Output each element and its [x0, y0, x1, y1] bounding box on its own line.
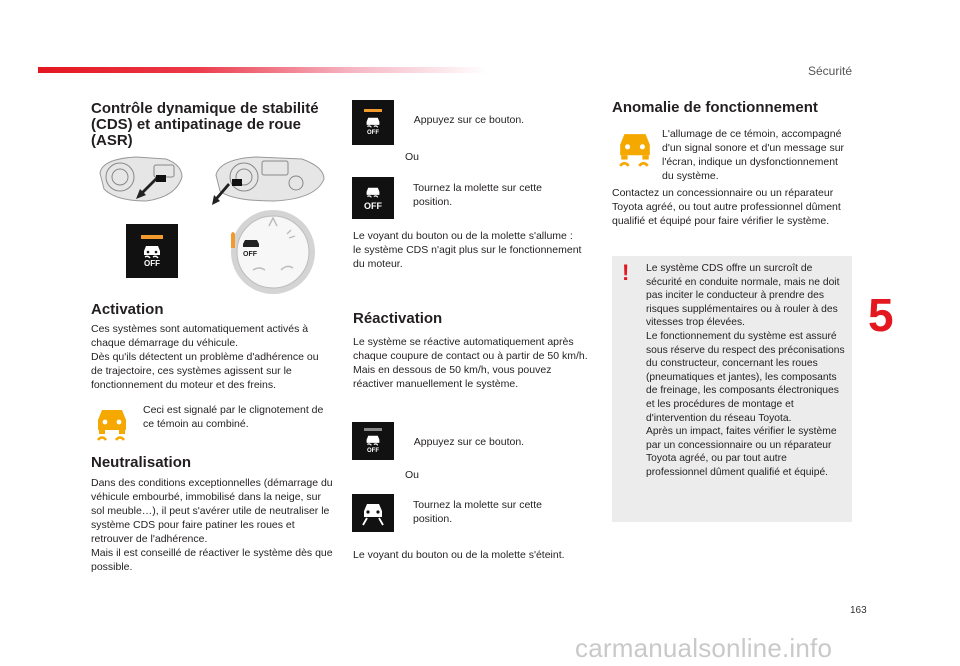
press-button-text: Appuyez sur ce bouton.: [413, 114, 525, 126]
header-accent-bar: [38, 67, 488, 73]
contact-text: Contactez un concessionnaire ou un réparateur Toyota agréé, ou tout autre professionnel dûment qualifié et équipé pour faire vérifier le système.: [612, 187, 841, 227]
reactivation-heading: Réactivation: [353, 310, 443, 327]
warning-note: Ceci est signalé par le clignotement de ce témoin au combiné.: [143, 404, 324, 430]
off-label: OFF: [367, 447, 379, 454]
esp-off-button-icon: [126, 224, 178, 278]
neutralisation-heading: Neutralisation: [91, 454, 192, 471]
rotary-knob-icon: [229, 208, 317, 296]
off-label: OFF: [364, 201, 382, 211]
off-label: OFF: [144, 258, 160, 268]
chapter-number: 5: [868, 289, 894, 341]
off-button-icon-grey: [352, 422, 394, 460]
press-button-text-2: Appuyez sur ce bouton.: [413, 436, 525, 448]
or-text: Ou: [405, 151, 420, 163]
page-title: Contrôle dynamique de stabilité (CDS) et antipatinage de roue (ASR): [91, 100, 319, 149]
dashboard-illustration: [96, 153, 328, 205]
or-text-2: Ou: [405, 469, 420, 481]
neutralisation-text: Dans des conditions exceptionnelles (démarrage du véhicule embourbé, immobilisé dans la neige, sur sol meuble…), il peut s'avérer utile de neutraliser le système CDS pour faire patiner les roues et retrouver de l'adhérence.: [91, 477, 333, 545]
activation-heading: Activation: [91, 301, 164, 318]
knob-off-position-icon: [352, 177, 394, 219]
final-text: Le voyant du bouton ou de la molette s'éteint.: [353, 549, 565, 561]
page-number: 163: [850, 605, 867, 616]
anomaly-lamp-text: L'allumage de ce témoin, accompagné d'un signal sonore et d'un message sur l'écran, indique un dysfonctionnement du système.: [662, 128, 845, 182]
neutralisation-text-2: Mais il est conseillé de réactiver le système dès que possible.: [91, 547, 333, 573]
esp-warning-lamp-icon: [96, 408, 128, 442]
warning-text: Le système CDS offre un surcroît de sécurité en conduite normale, mais ne doit pas inciter le conducteur à prendre des risques supplémentaires ou à rouler à des vitesses trop élevées.: [646, 263, 840, 329]
reactivation-text-2: Mais en dessous de 50 km/h, vous pouvez réactiver manuellement le système.: [353, 364, 552, 390]
knob-off-label: OFF: [243, 251, 257, 258]
activation-text-2: Dès qu'ils détectent un problème d'adhérence ou de trajectoire, ces systèmes agissent sur le fonctionnement du moteur et des freins.: [91, 351, 319, 391]
warning-text-3: Après un impact, faites vérifier le système par un concessionnaire ou un réparateur Toyota agréé, ou par tout autre professionnel dûment qualifié et équipé.: [646, 426, 837, 478]
warning-box: [612, 256, 852, 522]
lamp-on-text: Le voyant du bouton ou de la molette s'allume : le système CDS n'agit plus sur le fonctionnement du moteur.: [353, 230, 582, 270]
reactivation-text: Le système se réactive automatiquement après chaque coupure de contact ou à partir de 50 km/h.: [353, 336, 588, 362]
off-button-icon: [352, 100, 394, 145]
exclamation-icon: !: [622, 260, 630, 285]
lane-road-icon: [352, 494, 394, 532]
warning-text-2: Le fonctionnement du système est assuré sous réserve du respect des préconisations du constructeur, concernant les roues (pneumatiques et jantes), les composants de freinage, les composants électroniques et les procédures de montage et d'intervention du réseau Toyota.: [646, 330, 845, 424]
turn-knob-text-2: Tournez la molette sur cette position.: [413, 499, 542, 525]
section-title: Sécurité: [807, 64, 852, 78]
activation-text: Ces systèmes sont automatiquement activés à chaque démarrage du véhicule.: [91, 323, 309, 349]
off-label: OFF: [367, 129, 379, 136]
turn-knob-text: Tournez la molette sur cette position.: [413, 182, 542, 208]
watermark: carmanualsonline.info: [575, 633, 833, 663]
anomaly-heading: Anomalie de fonctionnement: [612, 99, 818, 116]
esp-warning-lamp-icon: [618, 132, 652, 168]
